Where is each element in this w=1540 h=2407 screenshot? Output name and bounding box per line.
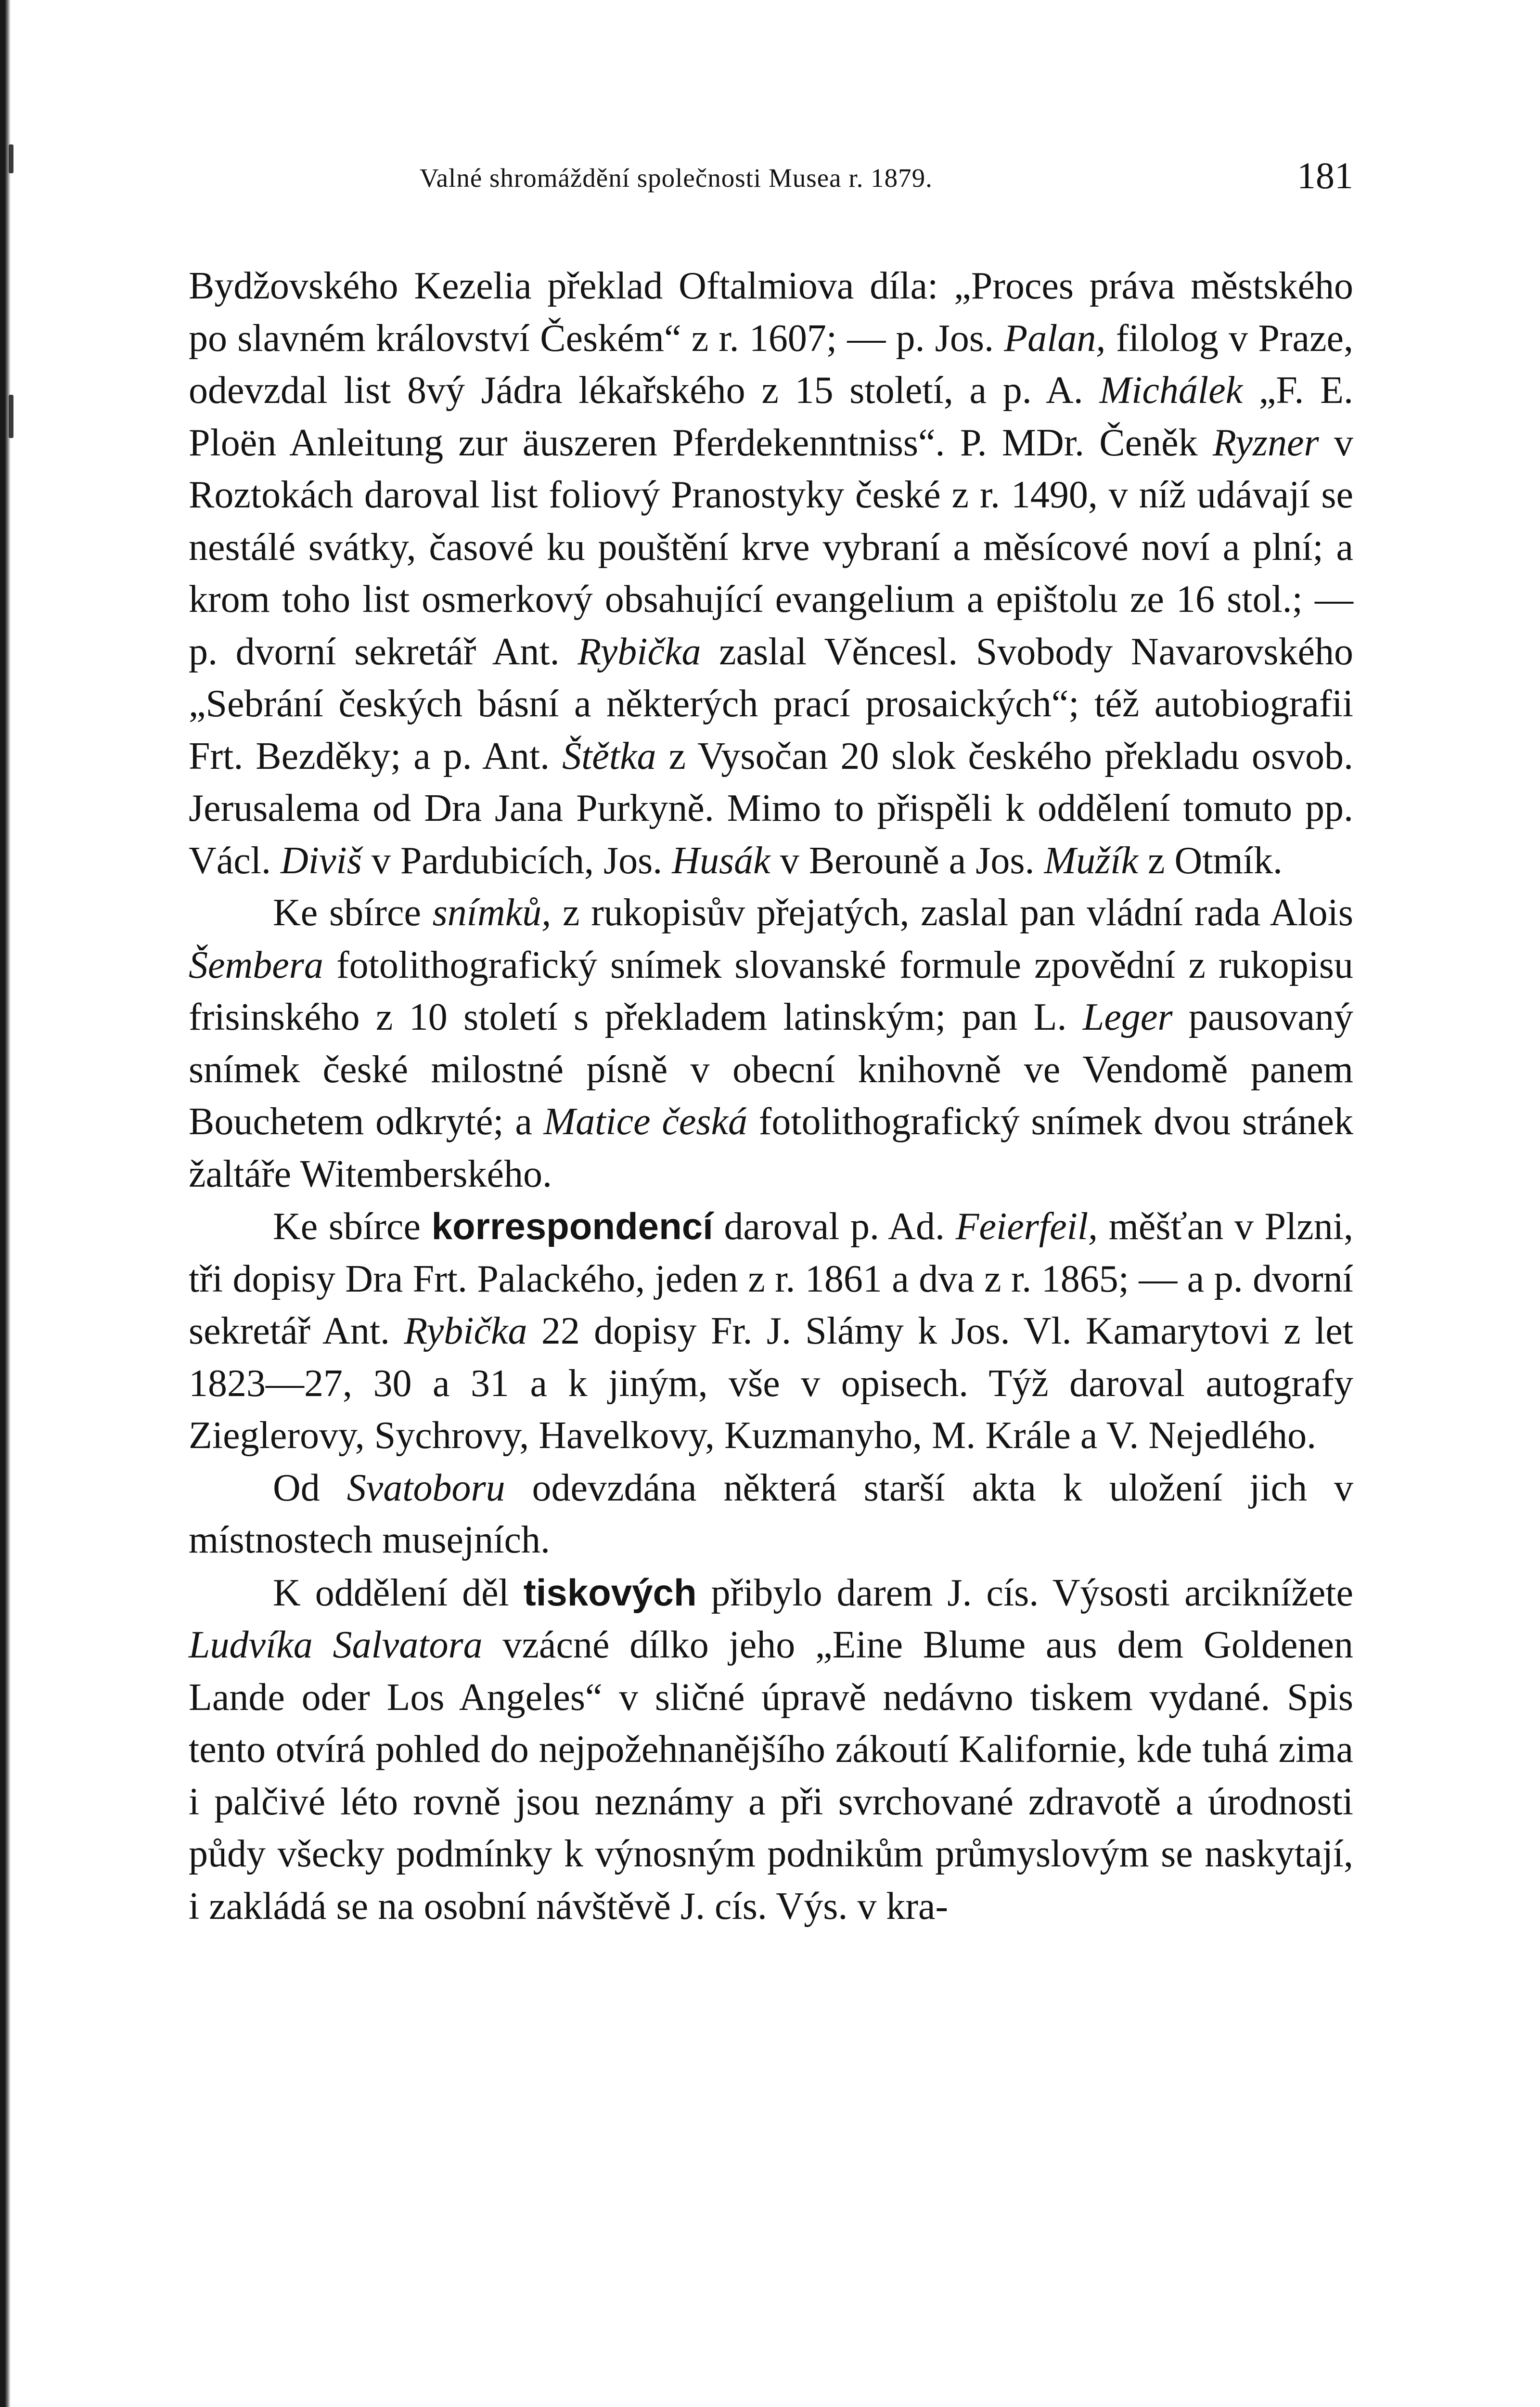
text-run: 22 dopisy Fr. J. Slámy k Jos. Vl. Kamarytovi z let 1823—27, 30 a 31 a k jiným, vše v opisech. Týž daroval autografy Zieglerovy, Sychrovy, Havelkovy, Kuzmanyho, M. Krále a V. Nejedlého. (189, 1310, 1354, 1457)
italic-name: Svatoboru (346, 1466, 505, 1509)
italic-name: Matice česká (543, 1100, 748, 1143)
italic-name: Šembera (189, 944, 323, 986)
scan-edge-mark (9, 144, 13, 173)
text-run: Od (273, 1466, 347, 1509)
italic-name: Leger (1082, 996, 1173, 1038)
italic-name: Husák (672, 839, 770, 882)
italic-name: Štětka (562, 735, 656, 777)
text-run: pausovaný snímek české milostné písně v obecní knihovně ve Vendomě panem Bouchetem odkryté; a (189, 996, 1353, 1143)
text-run: Bydžovského Kezelia překlad Oftalmiova díla: „Proces práva městského po slavném království Českém“ z r. 1607; — p. Jos. (189, 265, 1353, 360)
text-run: Ke sbírce (273, 1205, 432, 1248)
page-scan-edge (0, 0, 11, 2407)
italic-name: Ludvíka Salvatora (189, 1624, 483, 1666)
page-header (189, 140, 1353, 212)
running-head: Valné shromáždění společnosti Musea r. 1879. (420, 163, 933, 193)
text-run: zaslal Věncesl. Svobody Navarovského „Sebrání českých básní a některých prací prosaických“; též autobiografii Frt. Bezděky; a p. Ant. (189, 630, 1353, 777)
text-run: v Roztokách daroval list foliový Pranostyky české z r. 1490, v níž udávají se nestálé svátky, časové ku pouštění krve vybraní a měsícové noví a plní; a krom toho list osmerkový obsahující evangelium a epištolu ze 16 stol.; — p. dvorní sekretář Ant. (189, 421, 1353, 673)
italic-name: Rybička (578, 630, 701, 673)
page-number: 181 (1297, 155, 1353, 196)
italic-name: Mužík (1044, 839, 1138, 882)
paragraph-5 (189, 1566, 1353, 1933)
text-run: měšťan v Plzni, tři dopisy Dra Frt. Palackého, jeden z r. 1861 a dva z r. 1865; — a p. dvorní sekretář Ant. (189, 1205, 1354, 1352)
text-run: daroval p. Ad. (713, 1205, 956, 1248)
text-run: „F. E. Ploën Anleitung zur äuszeren Pferdekenntniss“. P. MDr. Čeněk (189, 369, 1354, 464)
text-run: vzácné dílko jeho „Eine Blume aus dem Goldenen Lande oder Los Angeles“ v sličné úpravě nedávno tiskem vydané. Spis tento otvírá pohled do nejpožehnanějšího zákoutí Kalifornie, kde tuhá zima i palčivé léto rovně jsou neznámy a při svrchované zdravotě a úrodnosti půdy všecky podmínky k výnosným podnikům průmyslovým se naskytají, i zakládá se na osobní návštěvě J. cís. Výs. v kra- (189, 1624, 1353, 1928)
italic-name: Palan, (1004, 317, 1106, 360)
paragraph-3 (189, 1200, 1353, 1462)
emphasized-term: korrespondencí (431, 1205, 713, 1247)
body-text (189, 260, 1353, 1932)
text-run: z rukopisův přejatých, zaslal pan vládní rada Alois (551, 892, 1354, 934)
paragraph-1 (189, 260, 1353, 887)
text-run: K oddělení děl (273, 1571, 524, 1614)
text-run: Ke sbírce (273, 892, 433, 934)
italic-name: Diviš (281, 839, 362, 882)
italic-name: Rybička (404, 1310, 527, 1352)
italic-name: snímků, (432, 892, 552, 934)
paragraph-4 (189, 1462, 1353, 1566)
text-run: v Berouně a Jos. (770, 839, 1044, 882)
text-run: fotolithografický snímek slovanské formule zpovědní z rukopisu frisinského z 10 století s překladem latinským; pan L. (189, 944, 1353, 1038)
text-run: z Vysočan 20 slok českého překladu osvob. Jerusalema od Dra Jana Purkyně. Mimo to přispěli k oddělení tomuto pp. Václ. (189, 735, 1354, 882)
scan-edge-mark (9, 395, 13, 438)
emphasized-term: tiskových (523, 1571, 697, 1614)
text-run: filolog v Praze, odevzdal list 8vý Jádra lékařského z 15 století, a p. A. (189, 317, 1354, 412)
paragraph-2 (189, 887, 1353, 1200)
italic-name: Feierfeil, (955, 1205, 1098, 1248)
italic-name: Michálek (1099, 369, 1243, 412)
text-run: z Otmík. (1138, 839, 1283, 882)
text-run: fotolithografický snímek dvou stránek žaltáře Witemberského. (189, 1100, 1353, 1195)
text-run: přibylo darem J. cís. Výsosti arciknížete (696, 1571, 1353, 1614)
text-run: v Pardubicích, Jos. (361, 839, 672, 882)
italic-name: Ryzner (1212, 421, 1319, 464)
document-page (189, 140, 1353, 1932)
text-run: odevzdána některá starší akta k uložení jich v místnostech musejních. (189, 1466, 1353, 1561)
